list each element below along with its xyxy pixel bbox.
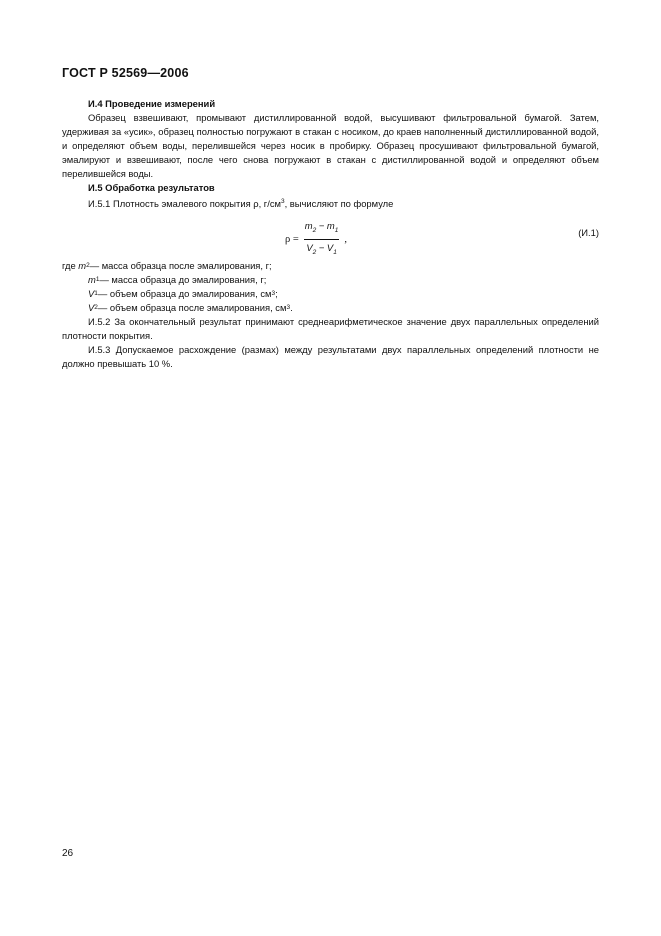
formula-lhs: ρ = [285,233,299,245]
where-label: где [62,260,76,272]
formula-denominator: $V_2 - V_1$ [304,239,338,260]
definition-row: где m 2 — масса образца после эмалирования, г; [62,260,272,272]
document-header: ГОСТ Р 52569—2006 [62,66,189,80]
section-5-heading: И.5 Обработка результатов [88,182,215,193]
paragraph-5-1: И.5.1 Плотность эмалевого покрытия ρ, $г/см^3$, вычисляют по формуле [88,198,394,210]
formula-fraction [303,219,341,260]
page-number: 26 [62,848,74,859]
section-4-heading: И.4 Проведение измерений [88,98,216,109]
formula-row [62,217,599,256]
page-content [62,97,599,371]
equation-number: (И.1) [578,227,599,239]
formula-tail: , [344,233,347,245]
paragraph-5-3: И.5.3 Допускаемое расхождение (размах) между результатами двух параллельных определений плотности не должно превышать 10 %. [62,344,599,370]
section-4-text: Образец взвешивают, промывают дистиллированной водой, высушивают фильтровальной бумагой. Затем, удерживая за «усик», образец полностью погружают в стакан с носиком, до краев наполненный дистиллированной водой, и определяют объем воды, перелившейся через носик в пробирку. Образец просушивают фильтровальной бумагой, эмалируют и взвешивают, после чего снова погружают в стакан с дистиллированной водой и определяют объем перелившейся воды. [62,112,599,179]
paragraph-5-2: И.5.2 За окончательный результат принимают среднеарифметическое значение двух параллельных определений плотности покрытия. [62,316,599,342]
density-formula [285,219,347,260]
definition-row: V 1 — объем образца до эмалирования, см 3 ; [88,288,278,300]
definition-row: m 1 — масса образца до эмалирования, г; [88,274,267,286]
formula-numerator: $m_2 - m_1$ [304,220,339,234]
definition-row: V 2 — объем образца после эмалирования, см 3 . [88,302,293,314]
